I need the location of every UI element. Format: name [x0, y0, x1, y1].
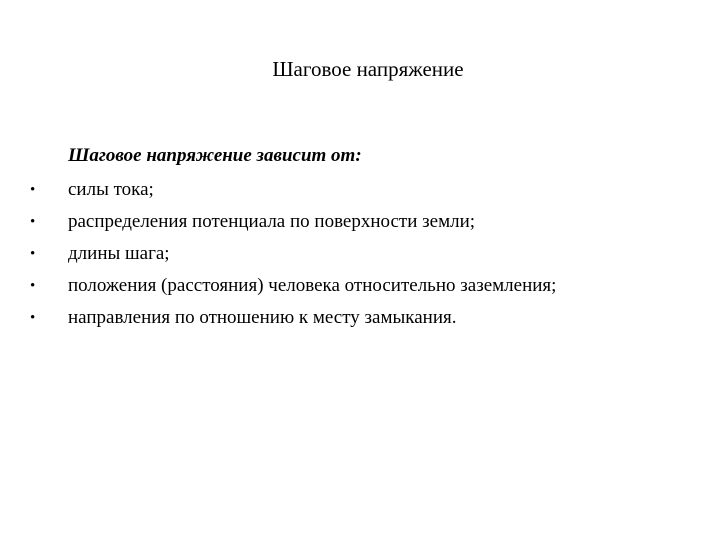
slide-title-text: Шаговое напряжение — [272, 57, 464, 81]
bullet-icon: • — [30, 214, 36, 230]
bullet-icon: • — [30, 182, 36, 198]
bullet-icon: • — [30, 278, 36, 294]
list-item — [30, 302, 700, 334]
slide-body — [30, 143, 700, 334]
list-item — [30, 270, 700, 302]
list-item — [30, 206, 700, 238]
bullet-icon: • — [30, 246, 36, 262]
list-item-text: силы тока; — [68, 179, 154, 200]
list-item-text: направления по отношению к месту замыкания. — [68, 307, 457, 328]
list-item-text: положения (расстояния) человека относительно заземления; — [68, 275, 557, 296]
bullet-icon: • — [30, 310, 36, 326]
list-item-text: распределения потенциала по поверхности земли; — [68, 211, 476, 232]
slide-title — [0, 54, 720, 84]
list-item-text: длины шага; — [68, 243, 170, 264]
bullet-list — [30, 174, 700, 334]
intro-text: Шаговое напряжение зависит от: — [68, 145, 362, 166]
list-item — [30, 174, 700, 206]
list-item — [30, 238, 700, 270]
